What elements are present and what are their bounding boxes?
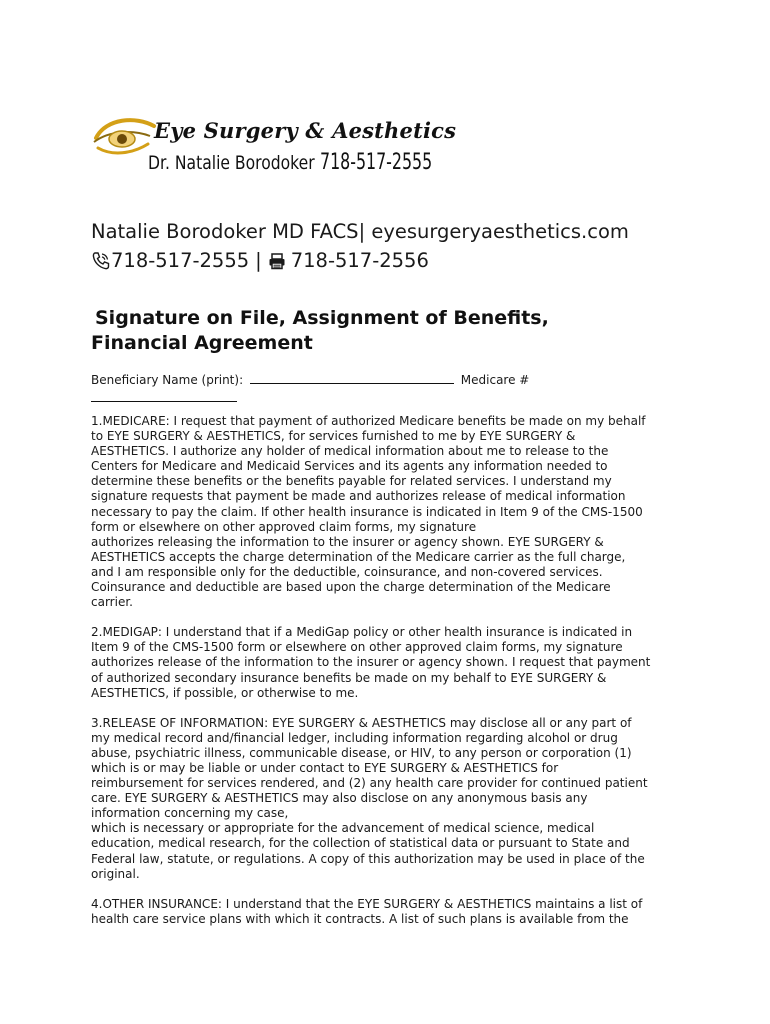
text-line: original. <box>91 866 140 881</box>
text-line: reimbursement for services rendered, and (2) any health care provider for continued patient <box>91 776 648 791</box>
text-line: my medical record and/financial ledger, including information regarding alcohol or drug <box>91 730 618 745</box>
phone-icon <box>91 251 111 271</box>
paragraph-release-of-information <box>91 716 691 882</box>
beneficiary-name-label: Beneficiary Name (print): <box>91 373 244 387</box>
text-line: AESTHETICS. I authorize any holder of medical information about me to release to the <box>91 444 609 459</box>
document-title <box>91 306 691 356</box>
text-line: abuse, psychiatric illness, communicable disease, or HIV, to any person or corporation (1) <box>91 745 632 760</box>
contact-separator: | <box>255 249 262 272</box>
text-line: of authorized secondary insurance benefits be made on my behalf to EYE SURGERY & <box>91 670 607 685</box>
beneficiary-fields <box>91 371 529 407</box>
title-line-1: Signature on File, Assignment of Benefits, <box>95 307 549 329</box>
text-line: and I am responsible only for the deductible, coinsurance, and non-covered services. <box>91 564 603 579</box>
text-line: education, medical research, for the collection of statistical data or pursuant to State and <box>91 836 630 851</box>
text-line: information concerning my case, <box>91 806 289 821</box>
text-line: AESTHETICS accepts the charge determination of the Medicare carrier as the full charge, <box>91 549 626 564</box>
text-line: to EYE SURGERY & AESTHETICS, for services furnished to me by EYE SURGERY & <box>91 429 576 444</box>
text-line: carrier. <box>91 595 133 610</box>
text-line: Item 9 of the CMS-1500 form or elsewhere on other approved claim forms, my signature <box>91 640 623 655</box>
text-line: authorizes releasing the information to the insurer or agency shown. EYE SURGERY & <box>91 534 604 549</box>
text-line: Centers for Medicare and Medicaid Services and its agents any information needed to <box>91 459 608 474</box>
practice-logo <box>92 112 457 184</box>
text-line: 3.RELEASE OF INFORMATION: EYE SURGERY & AESTHETICS may disclose all or any part of <box>91 715 632 730</box>
text-line: 1.MEDICARE: I request that payment of authorized Medicare benefits be made on my behalf <box>91 414 646 428</box>
logo-phone: 718-517-2555 <box>320 150 433 175</box>
logo-title: Eye Surgery & Aesthetics <box>154 118 457 143</box>
text-line: health care service plans with which it contracts. A list of such plans is available from the <box>91 911 629 926</box>
text-line: necessary to pay the claim. If other health insurance is indicated in Item 9 of the CMS-1500 <box>91 504 643 519</box>
contact-line: Natalie Borodoker MD FACS| eyesurgeryaesthetics.com <box>91 220 629 243</box>
text-line: AESTHETICS, if possible, or otherwise to me. <box>91 685 359 700</box>
beneficiary-name-field[interactable] <box>250 371 454 384</box>
paragraph-medigap <box>91 625 691 700</box>
logo-doctor-name: Dr. Natalie Borodoker <box>148 152 315 174</box>
text-line: 2.MEDIGAP: I understand that if a MediGap policy or other health insurance is indicated in <box>91 625 633 640</box>
text-line: which is necessary or appropriate for the advancement of medical science, medical <box>91 821 595 836</box>
text-line: signature requests that payment be made and authorizes release of medical information <box>91 489 626 504</box>
text-line: Coinsurance and deductible are based upon the charge determination of the Medicare <box>91 580 611 595</box>
text-line: which is or may be liable or under contact to EYE SURGERY & AESTHETICS for <box>91 760 559 775</box>
text-line: Federal law, statute, or regulations. A copy of this authorization may be used in place of the <box>91 851 645 866</box>
agreement-body <box>91 414 691 942</box>
contact-phone: 718-517-2555 <box>111 249 250 272</box>
text-line: form or elsewhere on other approved claim forms, my signature <box>91 519 477 534</box>
text-line: care. EYE SURGERY & AESTHETICS may also disclose on any anonymous basis any <box>91 791 588 806</box>
medicare-number-label: Medicare # <box>460 373 530 387</box>
contact-phones <box>91 249 429 272</box>
paragraph-medicare <box>91 414 691 610</box>
text-line: 4.OTHER INSURANCE: I understand that the EYE SURGERY & AESTHETICS maintains a list of <box>91 896 643 911</box>
printer-icon <box>268 252 286 270</box>
title-line-2: Financial Agreement <box>91 332 313 354</box>
contact-fax: 718-517-2556 <box>290 249 429 272</box>
text-line: determine these benefits or the benefits payable for related services. I understand my <box>91 474 612 489</box>
paragraph-other-insurance <box>91 897 691 927</box>
medicare-number-field[interactable] <box>91 389 237 402</box>
text-line: authorizes release of the information to the insurer or agency shown. I request that payment <box>91 655 651 670</box>
